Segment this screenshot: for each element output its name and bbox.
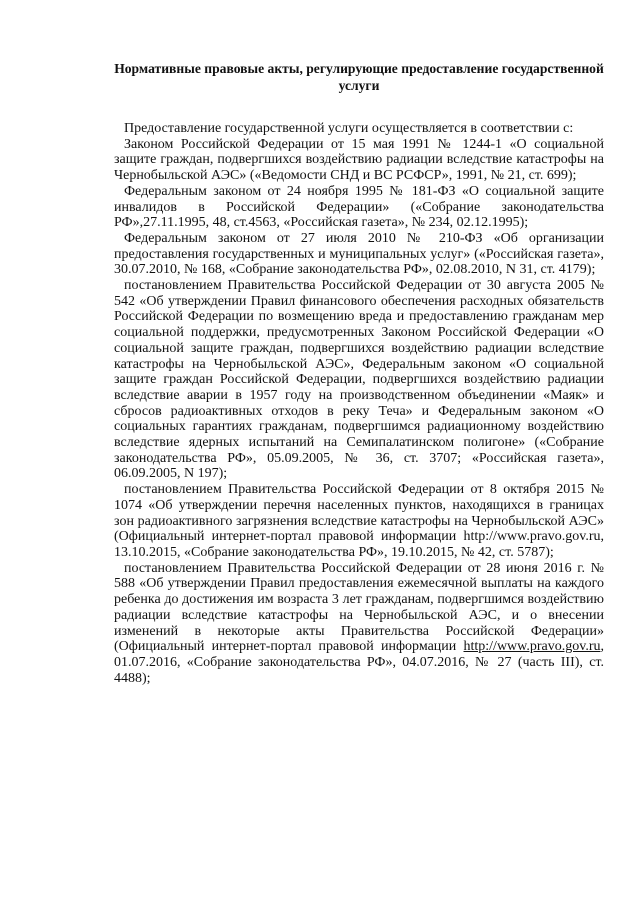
decree-paragraph-6: [114, 561, 604, 687]
document-title: Нормативные правовые акты, регулирующие предоставление государственной услуги: [114, 61, 604, 93]
decree-paragraph-5: постановлением Правительства Российской Федерации от 8 октября 2015 № 1074 «Об утверждении перечня населенных пунктов, находящихся в границах зон радиоактивного загрязнения вследствие катастрофы на Чернобыльской АЭС» (Официальный интернет-портал правовой информации http://www.pravo.gov.ru, 13.10.2015, «Собрание законодательства РФ», 19.10.2015, № 42, ст. 5787);: [114, 482, 604, 560]
decree-text-after-link: , 01.07.2016, «Собрание законодательства РФ», 04.07.2016, № 27 (часть III), ст. 4488);: [114, 639, 604, 686]
pravo-portal-link[interactable]: http://www.pravo.gov.ru: [463, 639, 601, 655]
decree-text-before-link: постановлением Правительства Российской Федерации от 28 июня 2016 г. № 588 «Об утверждении Правил предоставления ежемесячной выплаты на каждого ребенка до достижения им возраста 3 лет гражданам, подвергшимся воздействию радиации вследствие катастрофы на Чернобыльской АЭС, и о внесении изменений в некоторые акты Правительства Российской Федерации» (Официальный интернет-портал правовой информации: [114, 560, 604, 655]
intro-paragraph: Предоставление государственной услуги осуществляется в соответствии с:: [124, 121, 574, 136]
law-paragraph-3: Федеральным законом от 27 июля 2010 № 210-ФЗ «Об организации предоставления государственных и муниципальных услуг» («Российская газета», 30.07.2010, № 168, «Собрание законодательства РФ», 02.08.2010, N 31, ст. 4179);: [114, 230, 604, 278]
decree-paragraph-4: постановлением Правительства Российской Федерации от 30 августа 2005 № 542 «Об утверждении Правил финансового обеспечения расходных обязательств Российской Федерации по возмещению вреда и предоставлению гражданам мер социальной поддержки, предусмотренных Законом Российской Федерации «О социальной защите граждан, подвергшихся воздействию радиации вследствие катастрофы на Чернобыльской АЭС», Федеральным законом «О социальной защите граждан Российской Федерации, подвергшихся воздействию радиации вследствие аварии в 1957 году на производственном объединении «Маяк» и сбросов радиоактивных отходов в реку Теча» и Федеральным законом «О социальных гарантиях гражданам, подвергшимся радиационному воздействию вследствие ядерных испытаний на Семипалатинском полигоне» («Собрание законодательства РФ», 05.09.2005, № 36, ст. 3707; «Российская газета», 06.09.2005, N 197);: [114, 278, 604, 482]
law-paragraph-1: Законом Российской Федерации от 15 мая 1991 № 1244-1 «О социальной защите граждан, подвергшихся воздействию радиации вследствие катастрофы на Чернобыльской АЭС» («Ведомости СНД и ВС РСФСР», 1991, № 21, ст. 699);: [114, 136, 604, 184]
law-paragraph-2: Федеральным законом от 24 ноября 1995 № 181-ФЗ «О социальной защите инвалидов в Российской Федерации» («Собрание законодательства РФ»,27.11.1995, 48, ст.4563, «Российская газета», № 234, 02.12.1995);: [114, 183, 604, 231]
